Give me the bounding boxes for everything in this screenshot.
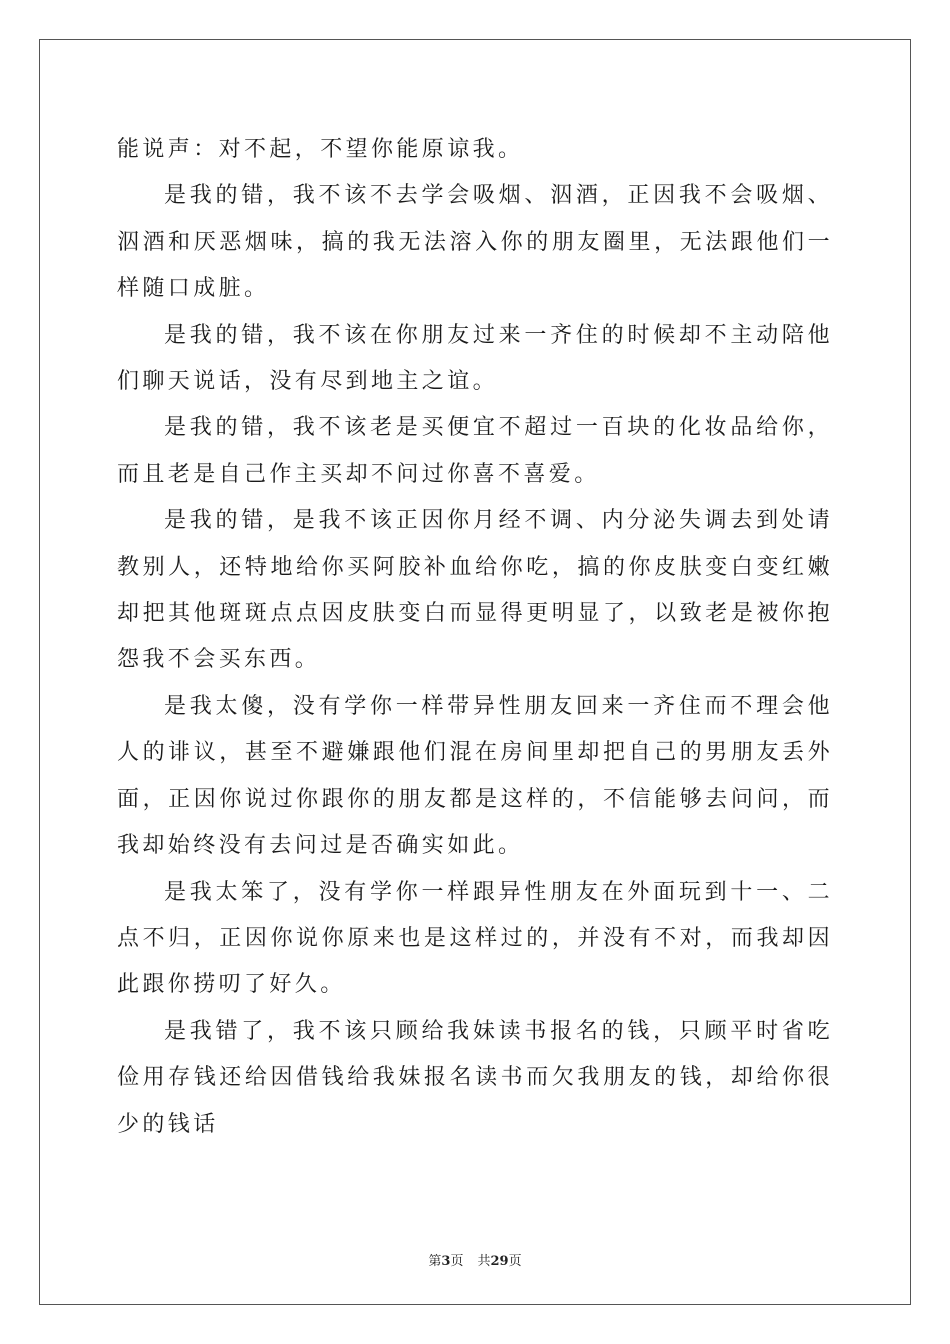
paragraph: 是我的错，我不该在你朋友过来一齐住的时候却不主动陪他们聊天说话，没有尽到地主之谊。: [117, 322, 833, 395]
paragraph: 是我太笨了，没有学你一样跟异性朋友在外面玩到十一、二点不归，正因你说你原来也是这样过的，并没有不对，而我却因此跟你捞叨了好久。: [117, 879, 833, 998]
page-prefix: 第: [428, 1254, 442, 1269]
page-number: 3: [441, 1254, 451, 1269]
paragraph: 是我错了，我不该只顾给我妹读书报名的钱，只顾平时省吃俭用存钱还给因借钱给我妹报名读书而欠我朋友的钱，却给你很少的钱话: [117, 1018, 833, 1137]
total-prefix: 共: [477, 1254, 491, 1269]
paragraph: 是我太傻，没有学你一样带异性朋友回来一齐住而不理会他人的诽议，甚至不避嫌跟他们混在房间里却把自己的男朋友丢外面，正因你说过你跟你的朋友都是这样的，不信能够去问问，而我却始终没有去问过是否确实如此。: [117, 693, 833, 859]
page-suffix: 页: [450, 1254, 464, 1269]
paragraph: 是我的错，我不该老是买便宜不超过一百块的化妆品给你，而且老是自己作主买却不问过你喜不喜爱。: [117, 415, 833, 487]
total-pages: 29: [490, 1254, 509, 1269]
paragraph: 是我的错，我不该不去学会吸烟、泅酒，正因我不会吸烟、泅酒和厌恶烟味，搞的我无法溶入你的朋友圈里，无法跟他们一样随口成脏。: [117, 183, 833, 302]
total-suffix: 页: [508, 1254, 522, 1269]
document-body: [117, 127, 833, 1148]
paragraph: 能说声：对不起，不望你能原谅我。: [117, 137, 524, 162]
paragraph: 是我的错，是我不该正因你月经不调、内分泌失调去到处请教别人，还特地给你买阿胶补血给你吃，搞的你皮肤变白变红嫩却把其他斑斑点点因皮肤变白而显得更明显了，以致老是被你抱怨我不会买东西。: [117, 508, 833, 673]
page-footer: [0, 1250, 950, 1269]
